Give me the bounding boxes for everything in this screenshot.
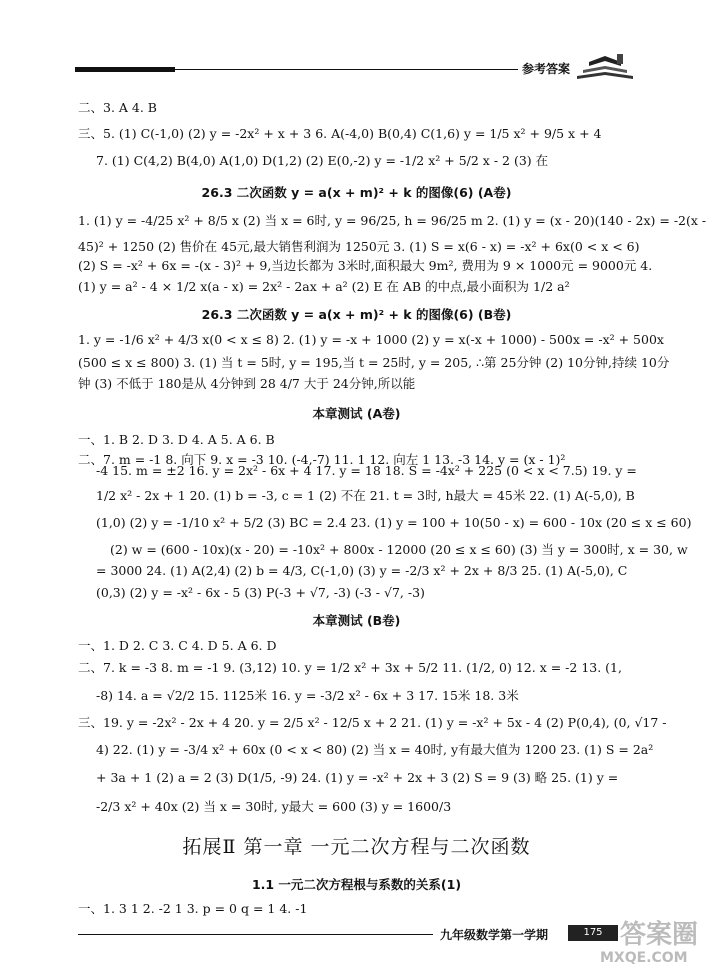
answer-line: 二、7. m = -1 8. 向下 9. x = -3 10. (-4,-7) 11. 1 12. 向左 1 13. -3 14. y = (x - 1)² <box>78 452 566 467</box>
footer-label: 九年级数学第一学期 <box>440 928 549 942</box>
watermark-url: MXQE.COM <box>600 950 688 966</box>
answer-line: 一、1. D 2. C 3. C 4. D 5. A 6. D <box>78 638 277 653</box>
watermark-logo: 答案圈 <box>620 920 699 950</box>
answer-line: 三、5. (1) C(-1,0) (2) y = -2x² + x + 3 6. A(-4,0) B(0,4) C(1,6) y = 1/5 x² + 9/5 x + 4 <box>78 126 602 141</box>
answer-line: -4 15. m = ±2 16. y = 2x² - 6x + 4 17. y = 18 18. S = -4x² + 225 (0 < x < 7.5) 19. y = <box>96 463 637 478</box>
answer-line: 一、1. B 2. D 3. D 4. A 5. A 6. B <box>78 432 275 447</box>
answer-line: -8) 14. a = √2/2 15. 1125米 16. y = -3/2 x² - 6x + 3 17. 15米 18. 3米 <box>96 688 519 703</box>
header-rule-thin <box>175 69 518 70</box>
section-title: 本章测试 (B卷) <box>312 613 401 628</box>
header-rule-thick <box>75 67 175 72</box>
answer-line: 4) 22. (1) y = -3/4 x² + 60x (0 < x < 80) (2) 当 x = 40时, y有最大值为 1200 23. (1) S = 2a² <box>96 742 654 757</box>
footer-rule <box>78 934 433 935</box>
answer-line: (1,0) (2) y = -1/10 x² + 5/2 (3) BC = 2.4 23. (1) y = 100 + 10(50 - x) = 600 - 10x (20 ≤ x ≤ 60) <box>96 515 692 530</box>
section-title: 26.3 二次函数 y = a(x + m)² + k 的图像(6) (A卷) <box>201 185 512 200</box>
answer-line: + 3a + 1 (2) a = 2 (3) D(1/5, -9) 24. (1) y = -x² + 2x + 3 (2) S = 9 (3) 略 25. (1) y = <box>96 770 619 785</box>
header-label: 参考答案 <box>522 62 571 76</box>
answer-line: -2/3 x² + 40x (2) 当 x = 30时, y最大 = 600 (3) y = 1600/3 <box>96 799 452 814</box>
answer-line: (0,3) (2) y = -x² - 6x - 5 (3) P(-3 + √7, -3) (-3 - √7, -3) <box>96 585 425 600</box>
answer-line: 1. y = -1/6 x² + 4/3 x(0 < x ≤ 8) 2. (1) y = -x + 1000 (2) y = x(-x + 1000) - 500x = -x² + 500x <box>78 332 664 347</box>
answer-line: 三、19. y = -2x² - 2x + 4 20. y = 2/5 x² - 12/5 x + 2 21. (1) y = -x² + 5x - 4 (2) P(0,4), (0, √17 - <box>78 715 667 730</box>
answer-line: = 3000 24. (1) A(2,4) (2) b = 4/3, C(-1,0) (3) y = -2/3 x² + 2x + 8/3 25. (1) A(-5,0), C <box>96 563 628 578</box>
answer-line: (2) w = (600 - 10x)(x - 20) = -10x² + 800x - 12000 (20 ≤ x ≤ 60) (3) 当 y = 300时, x = 30, w <box>110 542 688 557</box>
answer-line: 1/2 x² - 2x + 1 20. (1) b = -3, c = 1 (2) 不在 21. t = 3时, h最大 = 45米 22. (1) A(-5,0), B <box>96 488 635 503</box>
answer-line: 一、1. 3 1 2. -2 1 3. p = 0 q = 1 4. -1 <box>78 901 308 916</box>
book-stack-icon <box>575 52 635 80</box>
answer-line: 钟 (3) 不低于 180是从 4分钟到 28 4/7 大于 24分钟,所以能 <box>78 376 416 391</box>
answer-line: 二、7. k = -3 8. m = -1 9. (3,12) 10. y = 1/2 x² + 3x + 5/2 11. (1/2, 0) 12. x = -2 13. (1, <box>78 660 622 675</box>
answer-line: (500 ≤ x ≤ 800) 3. (1) 当 t = 5时, y = 195,当 t = 25时, y = 205, ∴第 25分钟 (2) 10分钟,持续 10分 <box>78 355 670 370</box>
answer-line: (1) y = a² - 4 × 1/2 x(a - x) = 2x² - 2ax + a² (2) E 在 AB 的中点,最小面积为 1/2 a² <box>78 279 570 294</box>
answer-line: (2) S = -x² + 6x = -(x - 3)² + 9,当边长都为 3米时,面积最大 9m², 费用为 9 × 1000元 = 9000元 4. <box>78 258 653 273</box>
answer-line: 二、3. A 4. B <box>78 100 157 115</box>
answer-line: 7. (1) C(4,2) B(4,0) A(1,0) D(1,2) (2) E(0,-2) y = -1/2 x² + 5/2 x - 2 (3) 在 <box>96 153 549 168</box>
subsection-title: 1.1 一元二次方程根与系数的关系(1) <box>251 877 462 892</box>
section-title: 本章测试 (A卷) <box>312 406 401 421</box>
answer-line: 45)² + 1250 (2) 售价在 45元,最大销售利润为 1250元 3. (1) S = x(6 - x) = -x² + 6x(0 < x < 6) <box>78 239 640 254</box>
answer-line: 1. (1) y = -4/25 x² + 8/5 x (2) 当 x = 6时, y = 96/25, h = 96/25 m 2. (1) y = (x - 20)(140 - 2x) = -2(x - <box>78 213 707 228</box>
chapter-title: 拓展Ⅱ 第一章 一元二次方程与二次函数 <box>182 836 531 858</box>
page-number: 175 <box>568 925 618 941</box>
section-title: 26.3 二次函数 y = a(x + m)² + k 的图像(6) (B卷) <box>201 307 512 322</box>
